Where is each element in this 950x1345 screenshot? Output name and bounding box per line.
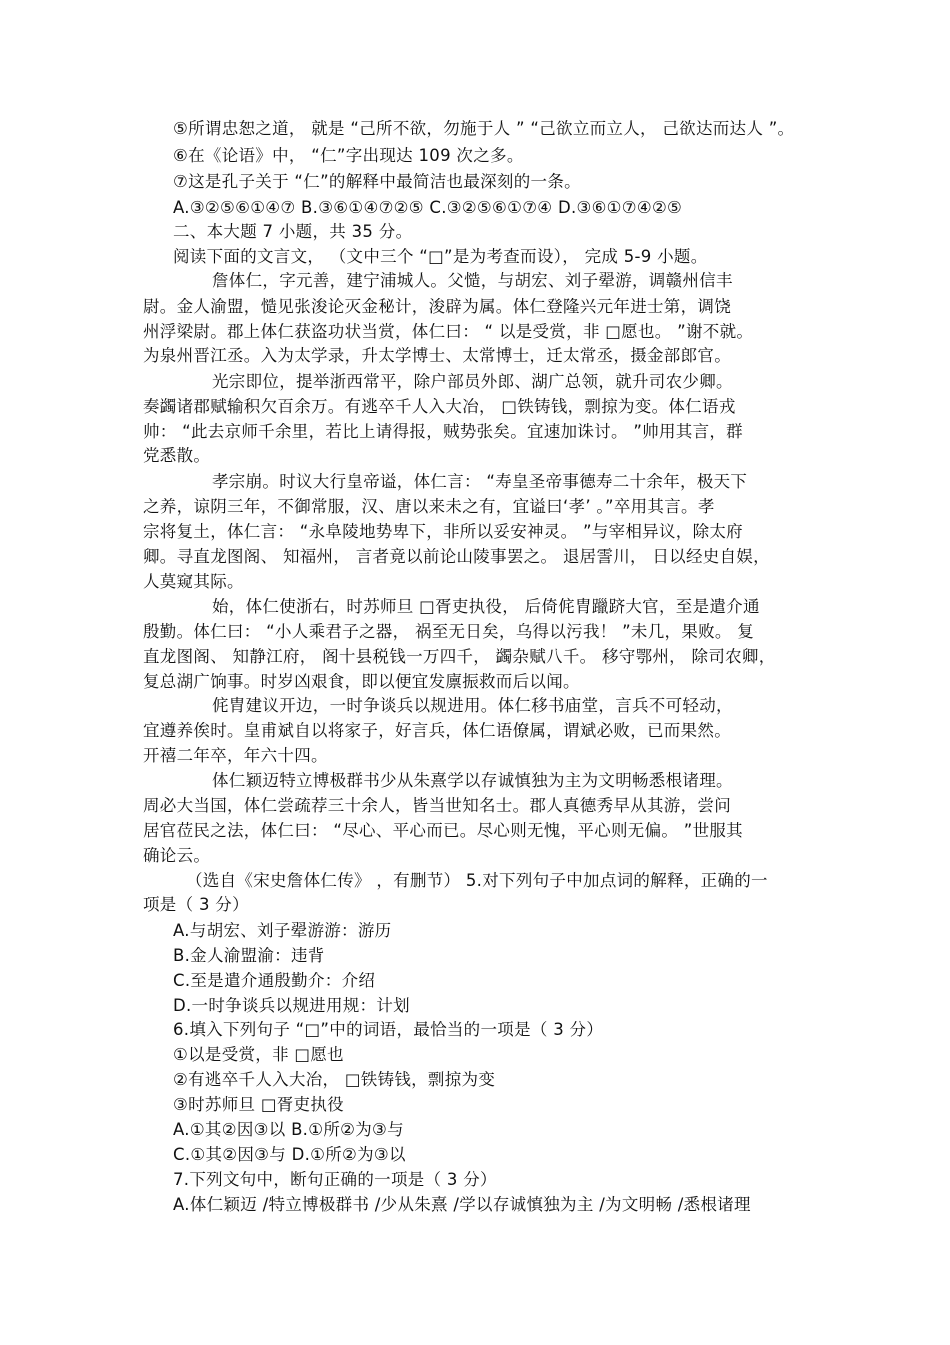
text-line: 奏蠲诸郡赋输积欠百余万。有逃卒千人入大冶， □铁铸钱，剽掠为变。体仁语戎 xyxy=(143,397,736,416)
text-line: ①以是受赏，非 □愿也 xyxy=(173,1045,344,1064)
text-line: 州浮梁尉。郡上体仁获盗功状当赏，体仁曰： “ 以是受赏，非 □愿也。 ”谢不就。 xyxy=(143,322,754,341)
text-line: 直龙图阁、 知静江府， 阁十县税钱一万四千， 蠲杂赋八千。 移守鄂州， 除司农卿， xyxy=(143,647,776,666)
text-line: A.①其②因③以 B.①所②为③与 xyxy=(173,1120,404,1139)
text-line: 复总湖广饷事。时岁凶艰食，即以便宜发廪振救而后以闻。 xyxy=(143,672,580,691)
text-line: D.一时争谈兵以规进用规：计划 xyxy=(173,996,410,1015)
text-line: A.体仁颖迈 /特立博极群书 /少从朱熹 /学以存诚慎独为主 /为文明畅 /悉根诸理 xyxy=(173,1195,751,1214)
text-line: 卿。寻直龙图阁、 知福州， 言者竟以前论山陵事罢之。 退居霅川， 日以经史自娱， xyxy=(143,547,770,566)
text-line: 殷勤。体仁曰： “小人乘君子之器， 祸至无日矣，乌得以污我！ ”未几，果败。 复 xyxy=(143,622,755,641)
text-line: 侂胄建议开边，一时争谈兵以规进用。体仁移书庙堂，言兵不可轻动， xyxy=(212,696,733,715)
text-line: 宗将复土，体仁言： “永阜陵地势卑下，非所以妥安神灵。 ”与宰相异议，除太府 xyxy=(143,522,743,541)
text-line: A.③②⑤⑥①④⑦ B.③⑥①④⑦②⑤ C.③②⑤⑥①⑦④ D.③⑥①⑦④②⑤ xyxy=(173,198,683,217)
text-line: 人莫窥其际。 xyxy=(143,572,244,591)
text-line: ⑥在《论语》中， “仁”字出现达 109 次之多。 xyxy=(173,146,524,165)
text-line: 为泉州晋江丞。入为太学录，升太学博士、太常博士，迁太常丞，摄金部郎官。 xyxy=(143,346,731,365)
text-line: 光宗即位，提举浙西常平，除户部员外郎、湖广总领，就升司农少卿。 xyxy=(212,372,733,391)
text-line: 之养，谅阴三年，不御常服，汉、唐以来未之有，宜谥曰‘孝’ 。”卒用其言。孝 xyxy=(143,497,715,516)
text-line: 始，体仁使浙右，时苏师旦 □胥吏执役， 后倚侂胄躐跻大官，至是遣介通 xyxy=(212,597,760,616)
text-line: 开禧二年卒，年六十四。 xyxy=(143,746,328,765)
text-line: 帅： “此去京师千余里，若比上请得报，贼势张矣。宜速加诛讨。 ”帅用其言，群 xyxy=(143,422,743,441)
text-line: 6.填入下列句子 “□”中的词语，最恰当的一项是（ 3 分） xyxy=(173,1020,604,1039)
text-line: ③时苏师旦 □胥吏执役 xyxy=(173,1095,344,1114)
text-line: 二、本大题 7 小题，共 35 分。 xyxy=(173,222,413,241)
text-line: ②有逃卒千人入大冶， □铁铸钱，剽掠为变 xyxy=(173,1070,496,1089)
text-line: ⑦这是孔子关于 “仁”的解释中最简洁也最深刻的一条。 xyxy=(173,172,581,191)
text-line: 体仁颖迈特立博极群书少从朱熹学以存诚慎独为主为文明畅悉根诸理。 xyxy=(212,771,733,790)
text-line: 阅读下面的文言文， （文中三个 “□”是为考查而设）， 完成 5-9 小题。 xyxy=(173,247,708,266)
text-line: ⑤所谓忠恕之道， 就是 “己所不欲，勿施于人 ” “己欲立而立人， 己欲达而达人 ”。 xyxy=(173,119,795,138)
text-line: 尉。金人渝盟，慥见张浚论灭金秘计，浚辟为属。体仁登隆兴元年进士第，调饶 xyxy=(143,297,731,316)
text-line: 项是（ 3 分） xyxy=(143,895,249,914)
text-line: 周必大当国，体仁尝疏荐三十余人，皆当世知名士。郡人真德秀早从其游，尝问 xyxy=(143,796,731,815)
text-line: B.金人渝盟渝：违背 xyxy=(173,946,325,965)
text-line: 党悉散。 xyxy=(143,446,211,465)
text-line: C.至是遣介通殷勤介：介绍 xyxy=(173,971,376,990)
text-line: 7.下列文句中，断句正确的一项是（ 3 分） xyxy=(173,1170,497,1189)
text-line: A.与胡宏、刘子翚游游：游历 xyxy=(173,921,392,940)
text-line: 宜遵养俟时。皇甫斌自以将家子，好言兵，体仁语僚属，谓斌必败，已而果然。 xyxy=(143,721,731,740)
text-line: 詹体仁，字元善，建宁浦城人。父慥，与胡宏、刘子翚游，调赣州信丰 xyxy=(212,271,733,290)
text-line: （选自《宋史詹体仁传》 ，有删节） 5.对下列句子中加点词的解释，正确的一 xyxy=(186,871,768,890)
text-line: 确论云。 xyxy=(143,846,211,865)
text-line: 孝宗崩。时议大行皇帝谥，体仁言： “寿皇圣帝事德寿二十余年，极天下 xyxy=(212,472,748,491)
text-line: C.①其②因③与 D.①所②为③以 xyxy=(173,1145,406,1164)
text-line: 居官莅民之法，体仁曰： “尽心、平心而已。尽心则无愧，平心则无偏。 ”世服其 xyxy=(143,821,743,840)
